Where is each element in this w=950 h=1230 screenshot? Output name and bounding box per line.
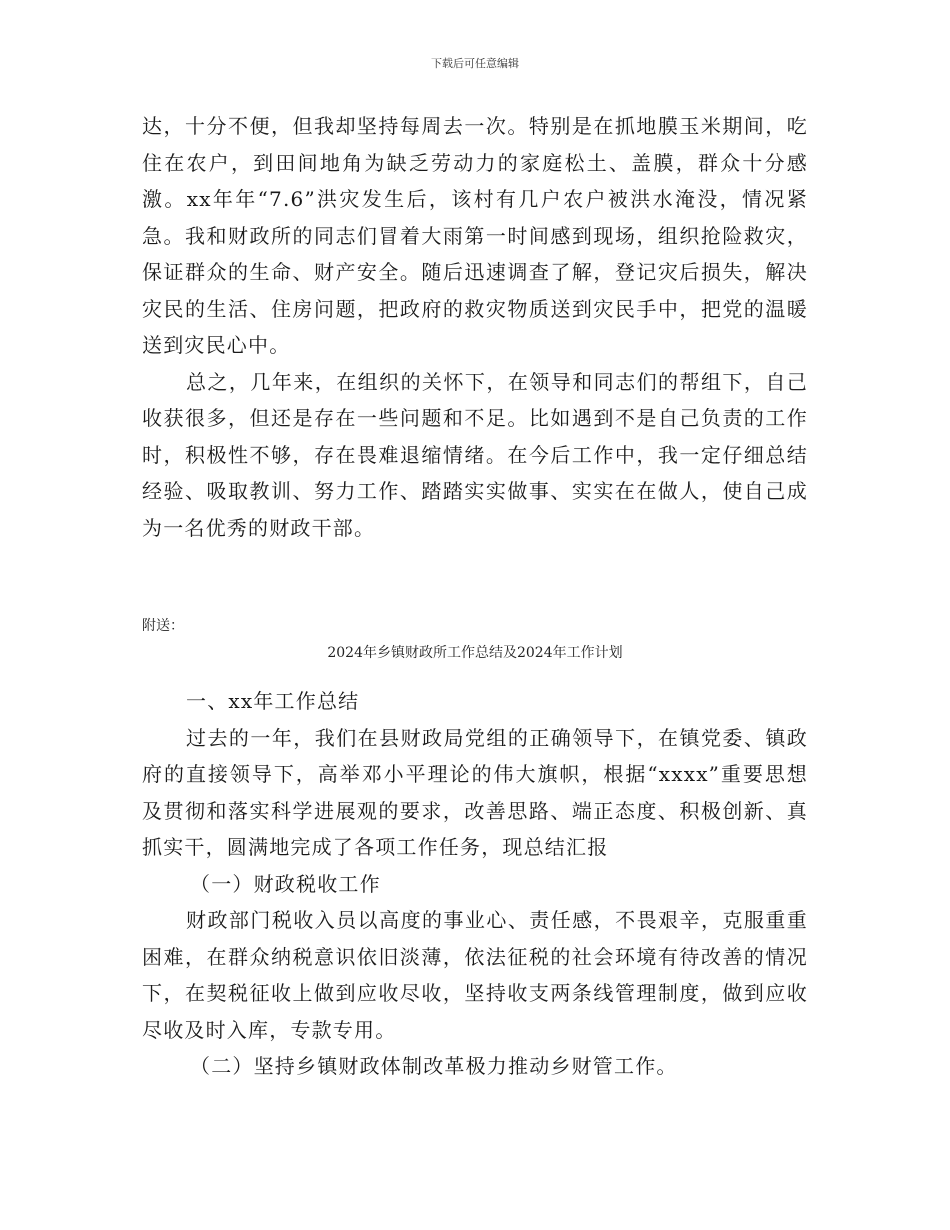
paragraph-flood-relief: 达，十分不便，但我却坚持每周去一次。特别是在抓地膜玉米期间，吃住在农户，到田间地角为缺乏劳动力的家庭松土、盖膜，群众十分感激。xx年年“7.6”洪灾发生后，该村有几户农户被洪水淹没，情况紧急。我和财政所的同志们冒着大雨第一时间感到现场，组织抢险救灾，保证群众的生命、财产安全。随后迅速调查了解，登记灾后损失，解决灾民的生活、住房问题，把政府的救灾物质送到灾民手中，把党的温暖送到灾民心中。 [142, 114, 808, 357]
page-header: 下载后可任意编辑 [431, 57, 519, 70]
section-1 [142, 108, 808, 546]
section-heading: 一、xx年工作总结 [186, 689, 360, 713]
subsection-1-heading: （一）财政税收工作 [190, 871, 381, 896]
paragraph-summary: 总之，几年来，在组织的关怀下，在领导和同志们的帮组下，自己收获很多，但还是存在一些问题和不足。比如遇到不是自己负责的工作时，积极性不够，存在畏难退缩情绪。在今后工作中，我一定仔细总结经验、吸取教训、努力工作、踏踏实实做事、实实在在做人，使自己成为一名优秀的财政干部。 [142, 369, 808, 540]
appendix-label: 附送： [142, 618, 184, 634]
subsection-2-heading: （二）坚持乡镇财政体制改革极力推动乡财管工作。 [190, 1054, 678, 1078]
plan-title: 2024年乡镇财政所工作总结及2024年工作计划 [327, 645, 623, 661]
paragraph-tax-work: 财政部门税收入员以高度的事业心、责任感，不畏艰辛，克服重重困难，在群众纳税意识依旧淡薄，依法征税的社会环境有待改善的情况下，在契税征收上做到应收尽收，坚持收支两条线管理制度，做到应收尽收及时入库，专款专用。 [142, 908, 808, 1042]
section-2 [142, 683, 808, 1085]
paragraph-intro: 过去的一年，我们在县财政局党组的正确领导下，在镇党委、镇政府的直接领导下，高举邓小平理论的伟大旗帜，根据“xxxx”重要思想及贯彻和落实科学进展观的要求，改善思路、端正态度、积极创新、真抓实干，圆满地完成了各项工作任务，现总结汇报 [142, 725, 808, 859]
